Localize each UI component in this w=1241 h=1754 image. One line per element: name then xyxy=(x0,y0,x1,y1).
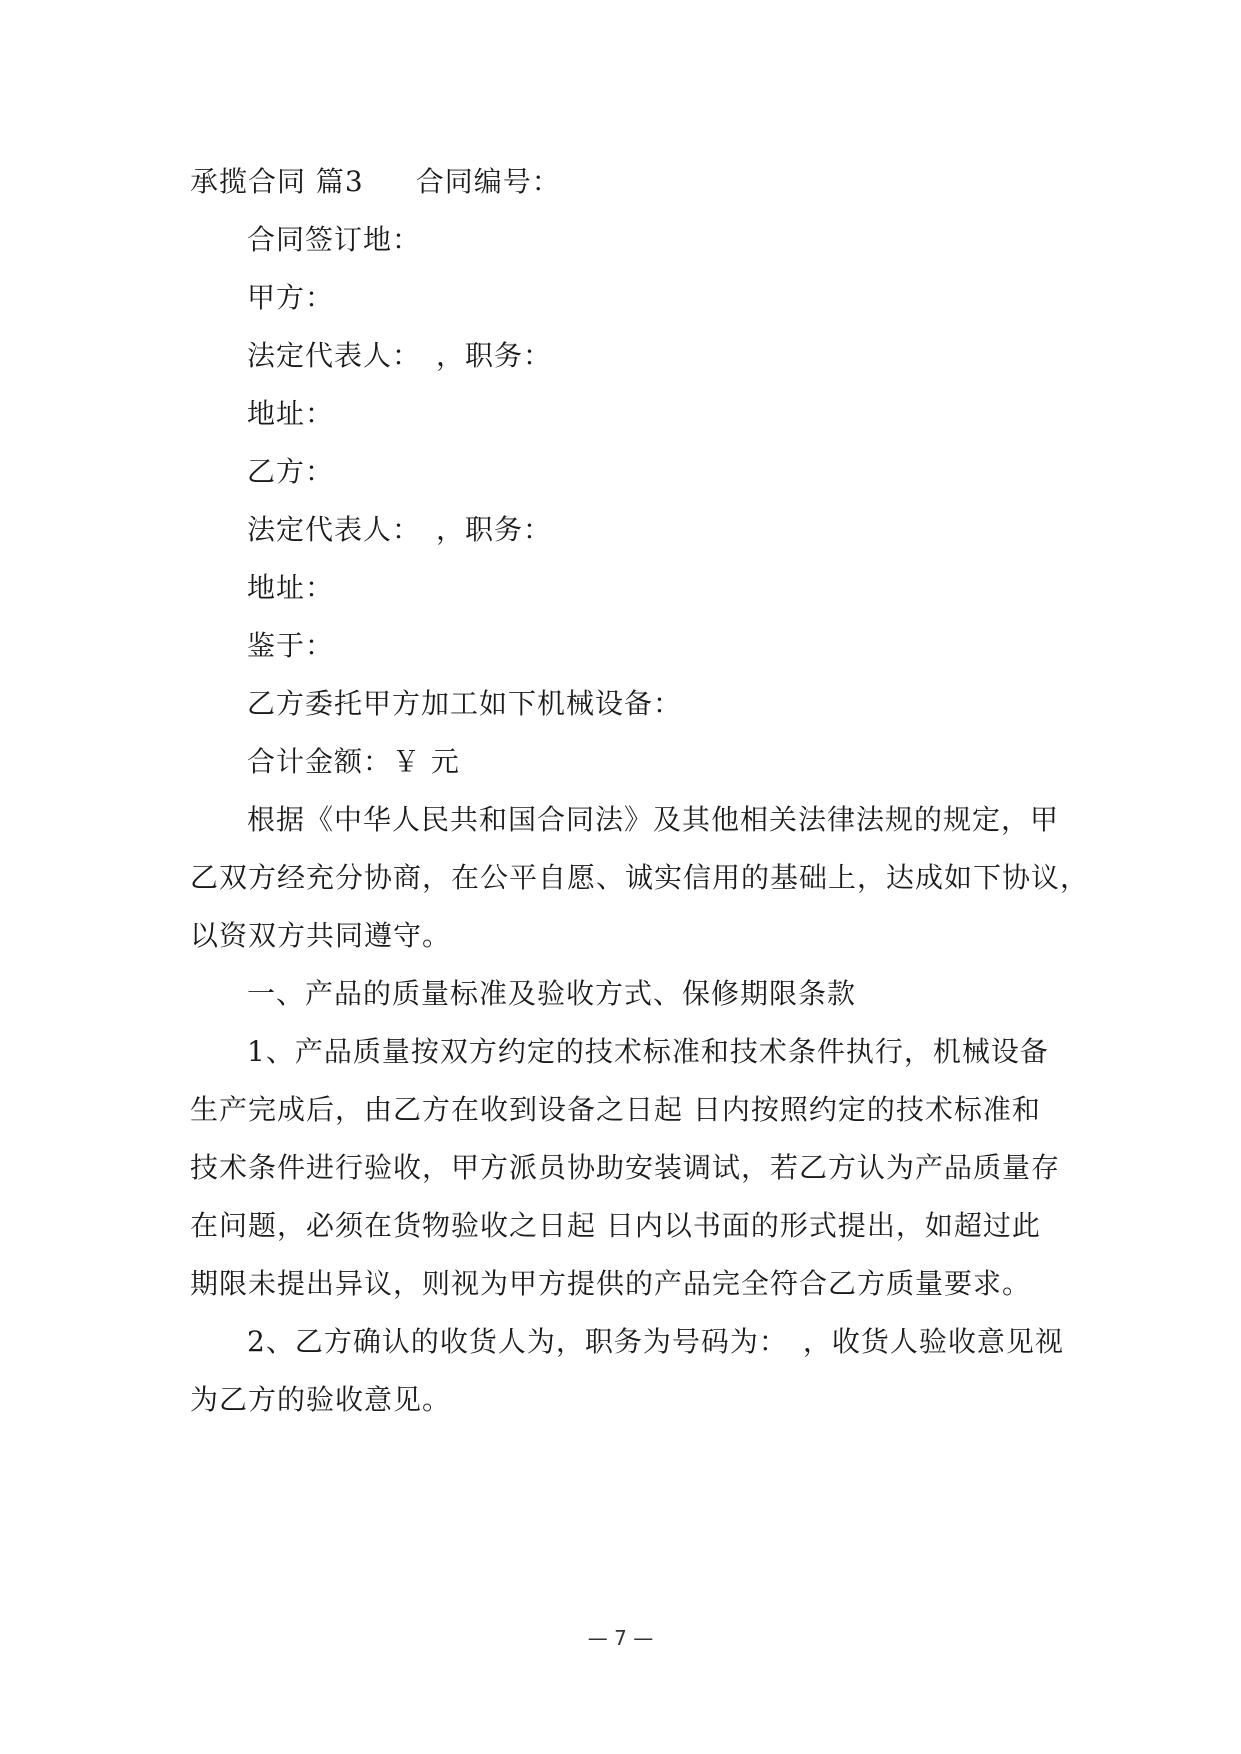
party-a-representative-field: 法定代表人： ，职务： xyxy=(247,339,553,372)
clause-2-line: 2、乙方确认的收货人为，职务为号码为： ，收货人验收意见视 xyxy=(247,1325,1064,1358)
preamble-line: 根据《中华人民共和国合同法》及其他相关法律法规的规定，甲 xyxy=(247,803,1060,836)
contract-number-label: 合同编号： xyxy=(415,165,561,198)
whereas-field: 鉴于： xyxy=(247,629,335,662)
section-1-heading: 一、产品的质量标准及验收方式、保修期限条款 xyxy=(247,977,857,1010)
document-title: 承揽合同 篇3 xyxy=(190,165,364,198)
party-a-address-field: 地址： xyxy=(247,397,335,430)
total-amount-field: 合计金额：￥ 元 xyxy=(247,745,460,778)
party-b-representative-field: 法定代表人： ，职务： xyxy=(247,513,553,546)
signing-place-field: 合同签订地： xyxy=(247,223,422,256)
preamble-line: 以资双方共同遵守。 xyxy=(190,919,452,952)
clause-1-line: 技术条件进行验收，甲方派员协助安装调试，若乙方认为产品质量存 xyxy=(190,1151,1061,1184)
commission-field: 乙方委托甲方加工如下机械设备： xyxy=(247,687,683,720)
preamble-line: 乙双方经充分协商，在公平自愿、诚实信用的基础上，达成如下协议， xyxy=(190,861,1090,894)
clause-2-line: 为乙方的验收意见。 xyxy=(190,1383,452,1416)
clause-1-line: 期限未提出异议，则视为甲方提供的产品完全符合乙方质量要求。 xyxy=(190,1267,1032,1300)
party-b-field: 乙方： xyxy=(247,455,335,488)
party-a-field: 甲方： xyxy=(247,281,335,314)
page-number: — 7 — xyxy=(587,1626,654,1650)
document-heading xyxy=(190,162,561,202)
clause-1-line: 1、产品质量按双方约定的技术标准和技术条件执行，机械设备 xyxy=(247,1035,1049,1068)
clause-1-line: 生产完成后，由乙方在收到设备之日起 日内按照约定的技术标准和 xyxy=(190,1093,1041,1126)
party-b-address-field: 地址： xyxy=(247,571,335,604)
clause-1-line: 在问题，必须在货物验收之日起 日内以书面的形式提出，如超过此 xyxy=(190,1209,1041,1242)
